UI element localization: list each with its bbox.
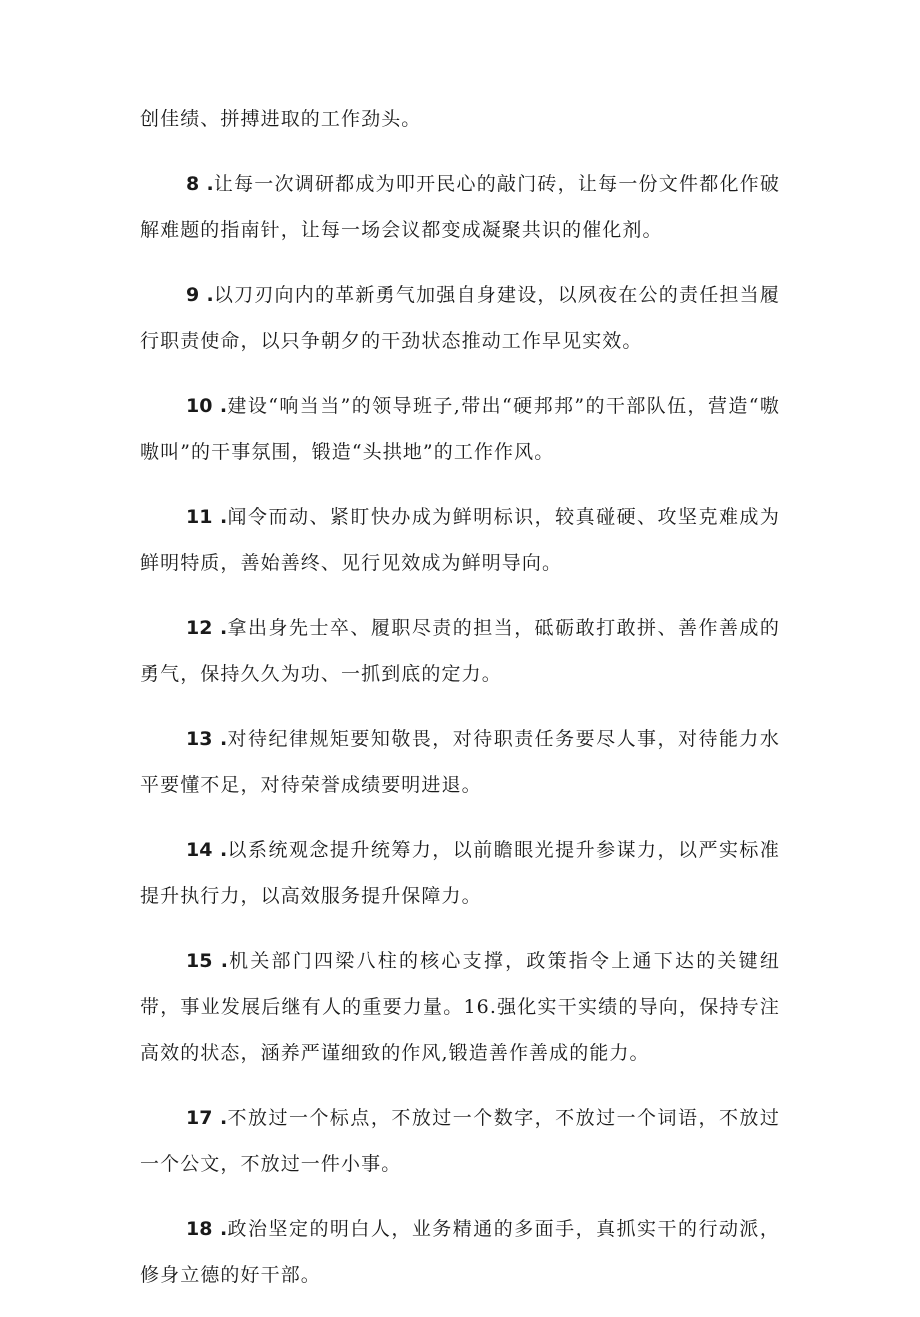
numbered-paragraph xyxy=(140,605,780,697)
item-separator: . xyxy=(219,1107,228,1129)
item-text: 建设“响当当”的领导班子,带出“硬邦邦”的干部队伍，营造“嗷嗷叫”的干事氛围，锻造“头拱地”的工作作风。 xyxy=(140,395,781,463)
item-number: 11 xyxy=(186,506,213,528)
document-body xyxy=(140,96,780,1317)
numbered-paragraph xyxy=(140,494,780,586)
item-separator: . xyxy=(219,395,228,417)
item-text: 机关部门四梁八柱的核心支撑，政策指令上通下达的关键纽带，事业发展后继有人的重要力量。16.强化实干实绩的导向，保持专注高效的状态，涵养严谨细致的作风,锻造善作善成的能力。 xyxy=(140,950,781,1064)
item-separator: . xyxy=(219,1218,228,1240)
item-number: 10 xyxy=(186,395,213,417)
item-number: 17 xyxy=(186,1107,213,1129)
item-text: 以系统观念提升统筹力，以前瞻眼光提升参谋力，以严实标准提升执行力，以高效服务提升保障力。 xyxy=(140,839,780,907)
item-text: 不放过一个标点，不放过一个数字，不放过一个词语，不放过一个公文，不放过一件小事。 xyxy=(140,1107,780,1175)
item-number: 14 xyxy=(186,839,213,861)
numbered-paragraph xyxy=(140,1095,780,1187)
numbered-paragraph xyxy=(140,716,780,808)
item-text: 让每一次调研都成为叩开民心的敲门砖，让每一份文件都化作破解难题的指南针，让每一场会议都变成凝聚共识的催化剂。 xyxy=(140,173,780,241)
item-text: 政治坚定的明白人，业务精通的多面手，真抓实干的行动派，修身立德的好干部。 xyxy=(140,1218,780,1286)
numbered-paragraph xyxy=(140,272,780,364)
numbered-paragraph xyxy=(140,383,780,475)
item-text: 对待纪律规矩要知敬畏，对待职责任务要尽人事，对待能力水平要懂不足，对待荣誉成绩要明进退。 xyxy=(140,728,780,796)
item-separator: . xyxy=(219,506,228,528)
item-number: 13 xyxy=(186,728,213,750)
continuation-paragraph: 创佳绩、拼搏进取的工作劲头。 xyxy=(140,108,422,130)
item-separator: . xyxy=(220,950,228,972)
item-number: 9 xyxy=(186,284,200,306)
item-separator: . xyxy=(206,173,214,195)
numbered-list xyxy=(140,161,780,1298)
item-separator: . xyxy=(219,839,228,861)
numbered-paragraph xyxy=(140,161,780,253)
item-number: 18 xyxy=(186,1218,213,1240)
item-text: 闻令而动、紧盯快办成为鲜明标识，较真碰硬、攻坚克难成为鲜明特质，善始善终、见行见效成为鲜明导向。 xyxy=(140,506,780,574)
item-number: 8 xyxy=(186,173,200,195)
item-separator: . xyxy=(219,728,228,750)
item-text: 以刀刃向内的革新勇气加强自身建设，以夙夜在公的责任担当履行职责使命，以只争朝夕的干劲状态推动工作早见实效。 xyxy=(140,284,780,352)
item-number: 15 xyxy=(186,950,213,972)
numbered-paragraph xyxy=(140,1206,780,1298)
numbered-paragraph xyxy=(140,938,780,1076)
item-separator: . xyxy=(206,284,214,306)
item-number: 12 xyxy=(186,617,213,639)
item-text: 拿出身先士卒、履职尽责的担当，砥砺敢打敢拼、善作善成的勇气，保持久久为功、一抓到底的定力。 xyxy=(140,617,780,685)
item-separator: . xyxy=(219,617,228,639)
numbered-paragraph xyxy=(140,827,780,919)
